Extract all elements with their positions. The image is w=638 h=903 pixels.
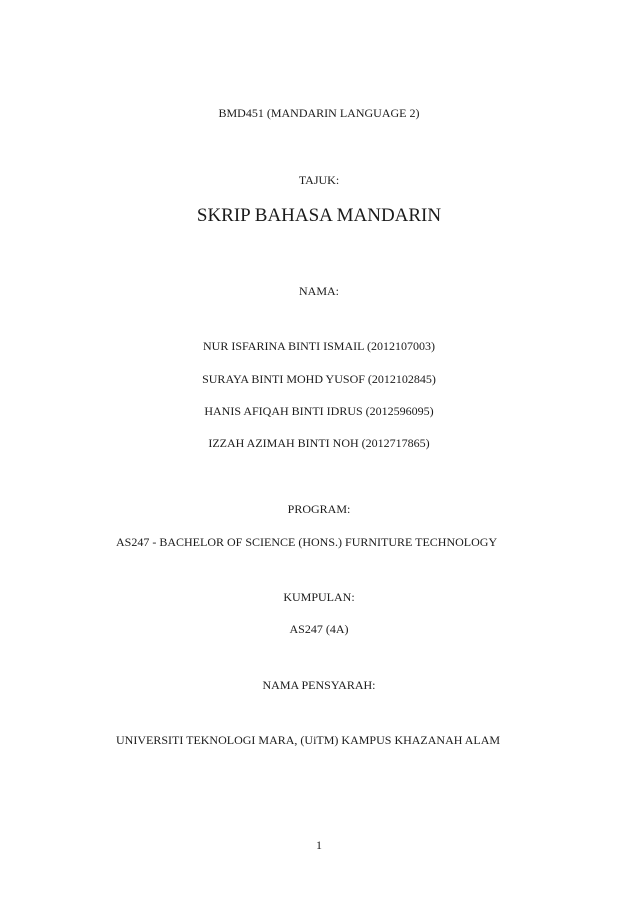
pensyarah-label: NAMA PENSYARAH: — [262, 678, 376, 692]
kumpulan-label: KUMPULAN: — [283, 590, 355, 604]
member-name: NUR ISFARINA BINTI ISMAIL (2012107003) — [203, 339, 435, 353]
university-name: UNIVERSITI TEKNOLOGI MARA, (UiTM) KAMPUS KHAZANAH ALAM — [116, 733, 501, 747]
member-name: HANIS AFIQAH BINTI IDRUS (2012596095) — [204, 404, 434, 418]
program-name: AS247 - BACHELOR OF SCIENCE (HONS.) FURNITURE TECHNOLOGY — [116, 535, 498, 549]
page-number: 1 — [316, 838, 322, 852]
tajuk-label: TAJUK: — [298, 173, 340, 187]
nama-label: NAMA: — [298, 284, 339, 298]
member-name: IZZAH AZIMAH BINTI NOH (2012717865) — [208, 436, 430, 450]
program-label: PROGRAM: — [287, 502, 351, 516]
kumpulan-value: AS247 (4A) — [289, 622, 349, 636]
member-name: SURAYA BINTI MOHD YUSOF (2012102845) — [202, 372, 436, 386]
course-code: BMD451 (MANDARIN LANGUAGE 2) — [218, 106, 420, 120]
document-title: SKRIP BAHASA MANDARIN — [196, 205, 442, 226]
